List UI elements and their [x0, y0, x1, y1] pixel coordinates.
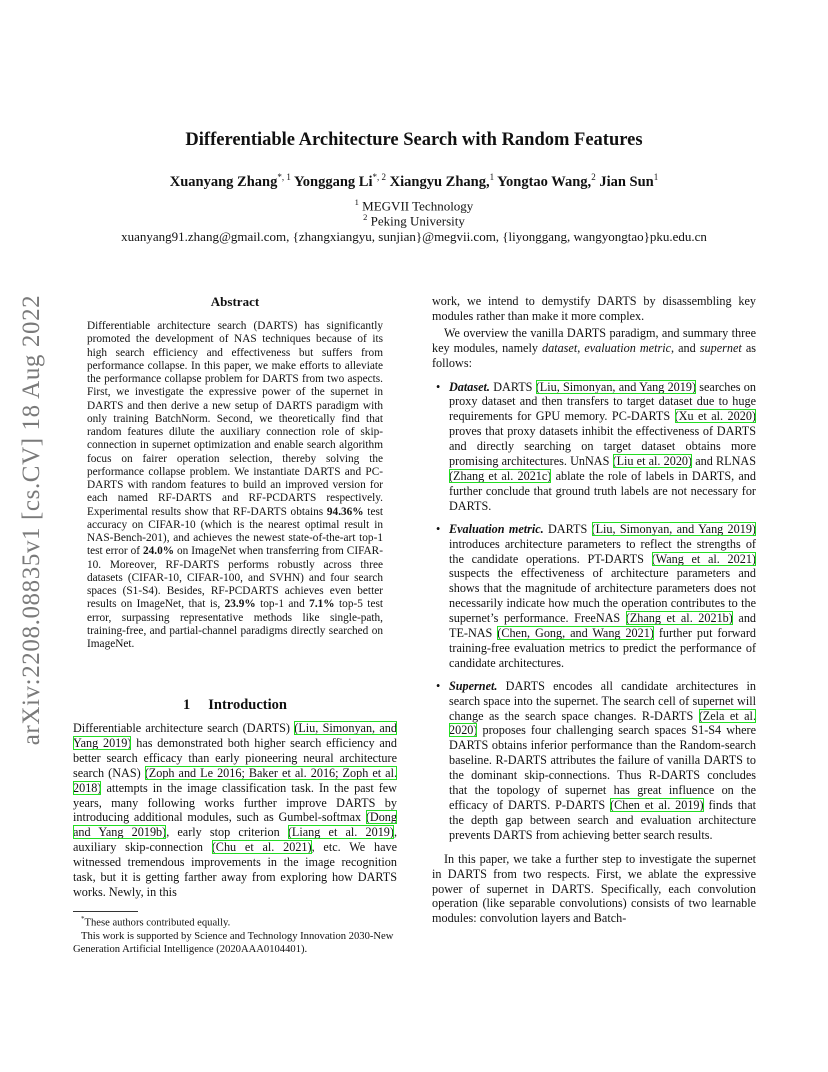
- affiliation-2: [0, 212, 828, 229]
- citation-link[interactable]: (Zela et al. 2020): [449, 708, 756, 738]
- emphasis-text: supernet: [699, 340, 742, 355]
- citation-link[interactable]: (Zhang et al. 2021c): [449, 468, 552, 483]
- intro-text: Differentiable architecture search (DARTS): [73, 721, 295, 735]
- abstract-text: Differentiable architecture search (DARTS) has significantly promoted the development of NAS techniques because of its high search efficiency and effectiveness but suffers from performance collapse. In this paper, we make efforts to alleviate the performance collapse problem for DARTS from two aspects. First, we investigate the expressive power of the supernet in DARTS and then derive a new setup of DARTS paradigm with only training BatchNorm. Second, we theoretically find that random features dilute the auxiliary connection role of skip-connection in supernet optimization and enable search algorithm focus on fairer operation selection, thereby solving the performance collapse problem. We instantiate DARTS and PC-DARTS with random features to build an improved version for each named RF-DARTS and RF-PCDARTS respectively. Experimental results show that RF-DARTS obtains: [87, 320, 383, 518]
- body-text: finds that the depth gap between search and evaluation architecture prevents DARTS from achieving better search results.: [449, 798, 757, 842]
- author-mark: 1: [489, 172, 495, 182]
- emphasis-text: evaluation metric: [584, 340, 672, 355]
- body-text: introduces architecture parameters to reflect the strengths of the candidate operations. PT-DARTS: [449, 536, 756, 566]
- author-mark: 2: [591, 172, 596, 182]
- citation-link[interactable]: (Xu et al. 2020): [674, 409, 756, 424]
- section-title: Introduction: [208, 697, 287, 713]
- intro-text: , auxiliary skip-connection: [73, 825, 397, 855]
- footnote-mark: *: [81, 915, 85, 923]
- right-column: [432, 294, 756, 926]
- arxiv-identifier: arXiv:2208.08835v1 [cs.CV] 18 Aug 2022: [18, 294, 45, 746]
- body-text: proves that proxy datasets inhibit the effectiveness of DARTS and directly searching on target dataset obtains more promising architectures. UnNAS: [449, 424, 756, 469]
- bullet-icon: •: [436, 379, 441, 394]
- footnote-text: These authors contributed equally.: [84, 917, 231, 929]
- author-emails: xuanyang91.zhang@gmail.com, {zhangxiangyu, sunjian}@megvii.com, {liyonggang, wangyongtao}pku.edu.cn: [121, 229, 707, 244]
- body-text: ablate the role of labels in DARTS, and further conclude that ground truth labels are not necessary for DARTS.: [449, 468, 756, 513]
- body-text: We overview the vanilla DARTS paradigm, and summary three key modules, namely: [432, 325, 756, 355]
- author-mark: *, 2: [372, 172, 387, 182]
- citation-link[interactable]: (Liu, Simonyan, and Yang 2019): [591, 521, 756, 536]
- author-mark: 1: [653, 172, 659, 182]
- section-heading: [73, 697, 397, 714]
- paper-title: Differentiable Architecture Search with Random Features: [185, 130, 643, 150]
- citation-link[interactable]: (Liang et al. 2019): [287, 825, 394, 840]
- abstract-highlight: 94.36%: [326, 505, 364, 518]
- footnotes: [73, 913, 397, 956]
- paragraph-overview: [432, 326, 756, 371]
- section-number: 1: [183, 697, 191, 713]
- footnote-funding: This work is supported by Science and Technology Innovation 2030-New Generation Artificial Intelligence (2020AAA0104401).: [73, 930, 394, 955]
- arxiv-sidebar: [12, 280, 52, 760]
- citation-link[interactable]: (Chen, Gong, and Wang 2021): [497, 626, 654, 641]
- body-text: , and: [671, 340, 700, 355]
- author-mark: *, 1: [277, 172, 291, 182]
- abstract-text: on ImageNet when transferring from CIFAR-10. Moreover, RF-DARTS performs robustly across three datasets (CIFAR-10, CIFAR-100, and SVHN) and four search spaces (S1-S4). Besides, RF-PCDARTS achieves even better results on ImageNet, that is,: [87, 545, 383, 611]
- body-text: further put forward training-free evaluation metrics to predict the performance of candidate architectures.: [449, 626, 756, 670]
- author-list: [0, 172, 828, 191]
- paragraph-continuation: work, we intend to demystify DARTS by disassembling key modules rather than make it more complex.: [432, 294, 756, 323]
- author-name: Xiangyu Zhang,: [389, 173, 490, 190]
- list-item-heading: Evaluation metric.: [449, 521, 544, 536]
- key-modules-list: [432, 380, 756, 843]
- body-text: proposes four challenging search spaces S1-S4 where DARTS obtains inferior performance than the Random-search baseline. R-DARTS attributes the failure of vanilla DARTS to the dominant skip-connections. Thus R-DARTS concludes that the topology of supernet has great influence on the efficacy of DARTS. P-DARTS: [449, 723, 756, 812]
- abstract-highlight: 7.1%: [309, 598, 335, 611]
- citation-link[interactable]: (Chu et al. 2021): [211, 840, 312, 855]
- affiliation-name: MEGVII Technology: [362, 198, 474, 214]
- author-name: Yonggang Li: [293, 173, 373, 190]
- citation-link[interactable]: (Zoph and Le 2016; Baker et al. 2016; Zoph et al. 2018): [73, 765, 398, 795]
- list-item-heading: Supernet.: [449, 678, 498, 693]
- body-text: searches on proxy dataset and then transfers to target dataset due to huge requirements for GPU memory. PC-DARTS: [449, 379, 756, 424]
- author-name: Yongtao Wang,: [497, 173, 592, 190]
- body-text: DARTS encodes all candidate architectures in search space into the supernet. The search cell of supernet will change as the search space changes. R-DARTS: [449, 678, 756, 723]
- abstract-text: top-5 test error, surpassing representative methods like single-path, training-free, and partial-channel paradigms directly searched on ImageNet.: [87, 598, 383, 650]
- bullet-icon: •: [436, 678, 441, 693]
- citation-link[interactable]: (Zhang et al. 2021b): [625, 611, 733, 626]
- intro-text: attempts in the image classification task. In the past few years, many following works further improve DARTS by introducing additional modules, such as Gumbel-softmax: [73, 780, 397, 825]
- author-name: Jian Sun: [599, 173, 654, 190]
- abstract-body: [87, 320, 383, 651]
- body-text: as follows:: [432, 340, 756, 370]
- paragraph-this-paper: In this paper, we take a further step to investigate the supernet in DARTS from two respects. First, we ablate the expressive power of supernet in DARTS. Specifically, each convolution operation (like separable convolutions) consists of two learnable modules: convolution layers and Batch-: [432, 851, 756, 926]
- list-item-heading: Dataset.: [449, 379, 490, 394]
- citation-link[interactable]: (Chen et al. 2019): [610, 798, 704, 812]
- affiliation-name: Peking University: [370, 213, 465, 229]
- body-text: DARTS: [489, 379, 536, 394]
- intro-text: has demonstrated both higher search efficiency and better search efficacy than early pioneering neural architecture search (NAS): [73, 735, 397, 780]
- intro-text: , early stop criterion: [166, 825, 288, 840]
- affiliation-mark: 2: [363, 212, 368, 222]
- body-text: and TE-NAS: [449, 611, 757, 641]
- affiliation-mark: 1: [354, 197, 359, 207]
- author-name: Xuanyang Zhang: [169, 173, 278, 190]
- introduction-body: [73, 721, 397, 900]
- abstract-highlight: 24.0%: [142, 545, 175, 558]
- abstract-text: test accuracy on CIFAR-10 (which is the nearest optimal result in NAS-Bench-201), and achieves the newest state-of-the-art top-1 test error of: [87, 505, 383, 558]
- body-text: ,: [577, 340, 585, 355]
- body-text: DARTS: [543, 521, 592, 536]
- emphasis-text: dataset: [542, 340, 578, 355]
- intro-text: , etc. We have witnessed tremendous improvements in the image recognition task, but it is getting farther away from exploring how DARTS works. Newly, in this: [73, 840, 397, 899]
- abstract-text: top-1 and: [255, 598, 310, 611]
- abstract-highlight: 23.9%: [224, 598, 256, 611]
- citation-link[interactable]: (Wang et al. 2021): [651, 551, 756, 566]
- list-item-evaluation-metric: [432, 522, 756, 671]
- citation-link[interactable]: (Dong and Yang 2019b): [73, 810, 397, 840]
- body-text: and RLNAS: [692, 454, 756, 469]
- citation-link[interactable]: (Liu, Simonyan, and Yang 2019): [535, 379, 697, 394]
- citation-link[interactable]: (Liu, Simonyan, and Yang 2019): [73, 721, 397, 750]
- list-item-supernet: [432, 679, 756, 843]
- abstract-heading: Abstract: [210, 294, 260, 309]
- citation-link[interactable]: (Liu et al. 2020): [612, 454, 693, 469]
- body-text: suspects the effectiveness of architecture parameters and shows that the magnitude of architecture parameters does not necessarily indicate how much the operation contributes to the supernet’s performance. FreeNAS: [449, 566, 756, 626]
- bullet-icon: •: [436, 521, 441, 536]
- footnote-divider: [73, 911, 138, 912]
- list-item-dataset: [432, 380, 756, 514]
- footnote-equal-contribution: [73, 913, 397, 930]
